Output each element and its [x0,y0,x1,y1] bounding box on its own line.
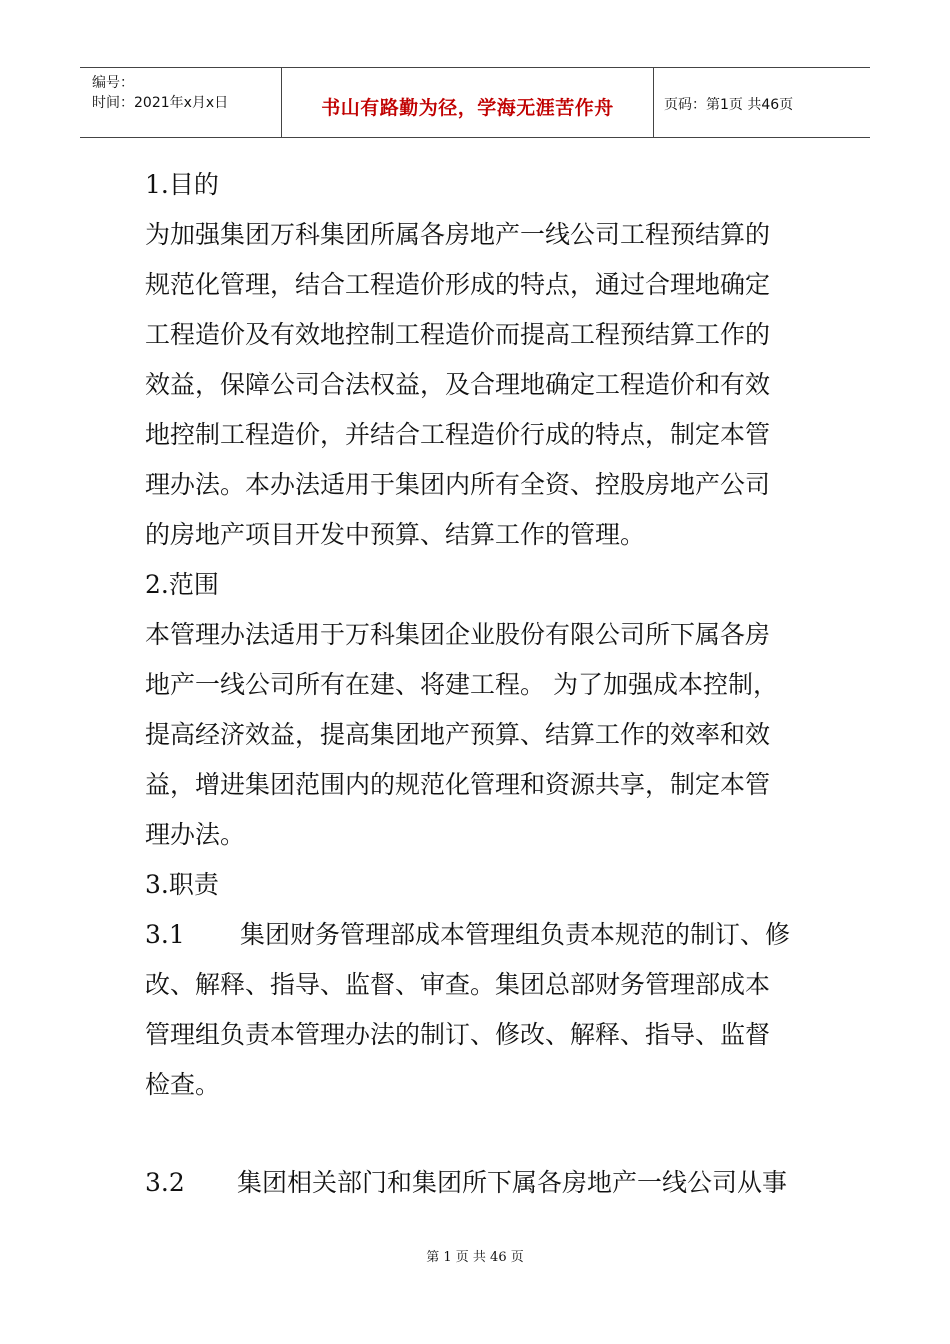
header-page-cell [654,68,870,137]
document-body [145,160,810,1208]
number-label: 编号： [92,75,134,91]
header-motto: 书山有路勤为径，学海无涯苦作舟 [321,97,614,119]
paragraph-line: 地控制工程造价，并结合工程造价行成的特点，制定本管 [145,420,771,449]
clause-number: 3.2 [145,1168,185,1197]
clause-number: 3.1 [145,920,185,949]
paragraph-line: 效益，保障公司合法权益，及合理地确定工程造价和有效 [145,370,771,399]
paragraph-line: 检查。 [145,1070,221,1099]
paragraph-line: 为加强集团万科集团所属各房地产一线公司工程预结算的 [145,220,771,249]
clause-text: 集团财务管理部成本管理组负责本规范的制订、修 [240,920,791,949]
paragraph-line: 工程造价及有效地控制工程造价而提高工程预结算工作的 [145,320,771,349]
clause-text: 集团相关部门和集团所下属各房地产一线公司从事 [237,1168,788,1197]
document-header [80,67,870,138]
paragraph-line: 理办法。本办法适用于集团内所有全资、控股房地产公司 [145,470,771,499]
clause-3-2-first-line [145,1158,810,1208]
paragraph-line: 的房地产项目开发中预算、结算工作的管理。 [145,520,646,549]
section-title-scope: 2.范围 [145,570,219,599]
paragraph-line: 地产一线公司所有在建、将建工程。 为了加强成本控制， [145,670,778,699]
paragraph-line: 改、解释、指导、监督、审查。集团总部财务管理部成本 [145,970,771,999]
paragraph-line: 理办法。 [145,820,246,849]
paragraph-line: 提高经济效益，提高集团地产预算、结算工作的效率和效 [145,720,771,749]
paragraph-line: 规范化管理，结合工程造价形成的特点，通过合理地确定 [145,270,771,299]
paragraph-line: 益，增进集团范围内的规范化管理和资源共享，制定本管 [145,770,771,799]
paragraph-line: 本管理办法适用于万科集团企业股份有限公司所下属各房 [145,620,771,649]
paragraph-gap [145,1110,810,1158]
page-footer: 第 1 页 共 46 页 [426,1250,524,1265]
header-motto-cell [282,68,654,137]
paragraph-line: 管理组负责本管理办法的制订、修改、解释、指导、监督 [145,1020,771,1049]
clause-3-1-first-line [145,910,810,960]
section-title-purpose: 1.目的 [145,170,219,199]
section-title-duties: 3.职责 [145,870,219,899]
header-meta-cell [80,68,282,137]
date-label: 时间：2021年x月x日 [92,95,229,111]
header-page-info: 页码：第1页 共46页 [664,97,794,113]
